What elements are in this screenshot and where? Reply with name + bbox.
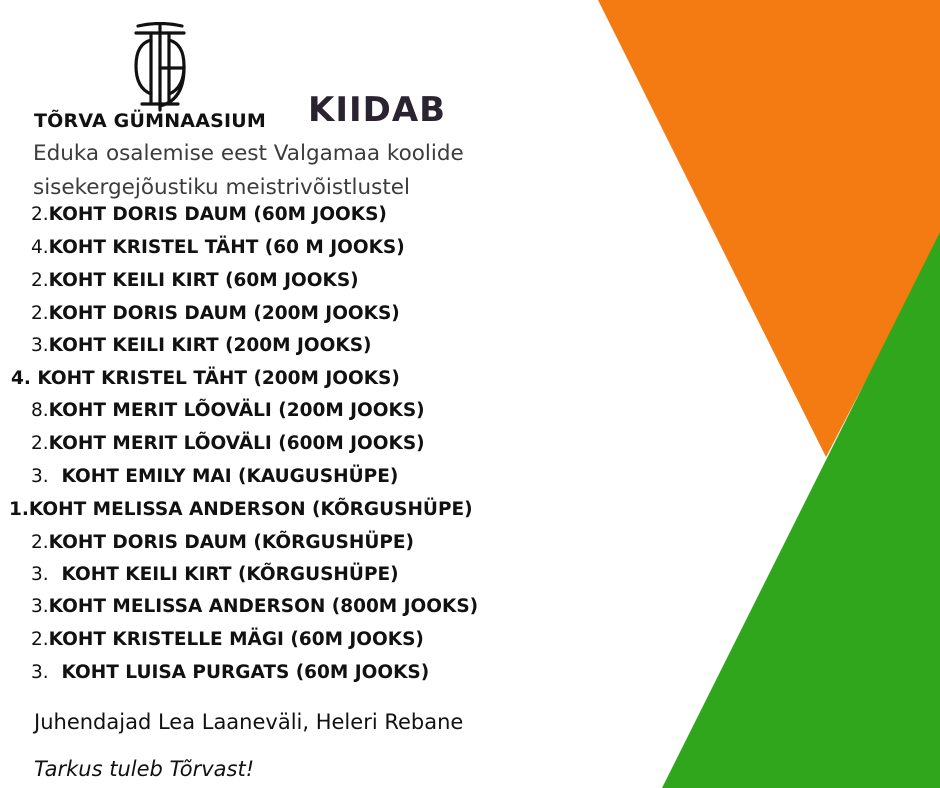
result-place: 4. <box>11 368 31 389</box>
result-item <box>31 204 387 225</box>
subtitle <box>33 137 464 205</box>
result-place: 3. <box>31 335 49 356</box>
result-text: KOHT KRISTEL TÄHT (60 M JOOKS) <box>48 237 405 258</box>
result-place: 2. <box>31 270 49 291</box>
result-place: 3. <box>31 596 49 617</box>
subtitle-line: sisekergejõustiku meistrivõistlustel <box>33 175 410 200</box>
result-item <box>31 564 399 585</box>
result-place: 3. <box>31 564 49 585</box>
result-item <box>31 596 478 617</box>
result-item <box>31 303 400 324</box>
result-text: KOHT EMILY MAI (KAUGUSHÜPE) <box>48 466 399 487</box>
result-place: 3. <box>31 466 49 487</box>
motto: Tarkus tuleb Tõrvast! <box>34 757 255 781</box>
result-item <box>31 629 424 650</box>
school-monogram-logo-icon <box>132 22 188 114</box>
result-text: KOHT DORIS DAUM (200M JOOKS) <box>48 303 400 324</box>
result-text: KOHT KEILI KIRT (60M JOOKS) <box>48 270 359 291</box>
result-place: 2. <box>31 303 49 324</box>
result-item <box>31 532 414 553</box>
result-place: 2. <box>31 433 49 454</box>
result-text: KOHT KEILI KIRT (KÕRGUSHÜPE) <box>48 564 399 585</box>
result-item <box>31 400 425 421</box>
result-text: KOHT MELISSA ANDERSON (KÕRGUSHÜPE) <box>28 499 473 520</box>
result-item <box>31 237 405 258</box>
result-text: KOHT KRISTELLE MÄGI (60M JOOKS) <box>48 629 424 650</box>
result-place: 2. <box>31 629 49 650</box>
result-place: 2. <box>31 204 49 225</box>
school-name: TÕRVA GÜMNAASIUM <box>34 110 267 132</box>
result-text: KOHT MELISSA ANDERSON (800M JOOKS) <box>48 596 479 617</box>
result-place: 4. <box>31 237 49 258</box>
result-place: 1. <box>9 499 29 520</box>
result-text: KOHT DORIS DAUM (KÕRGUSHÜPE) <box>48 532 415 553</box>
result-item <box>11 368 400 389</box>
result-text: KOHT MERIT LÕOVÄLI (600M JOOKS) <box>48 433 425 454</box>
result-item <box>31 433 425 454</box>
result-item <box>9 499 473 520</box>
subtitle-line: Eduka osalemise eest Valgamaa koolide <box>33 141 464 166</box>
result-item <box>31 466 398 487</box>
coaches-line: Juhendajad Lea Laaneväli, Heleri Rebane <box>34 710 464 734</box>
result-text: KOHT MERIT LÕOVÄLI (200M JOOKS) <box>48 400 425 421</box>
result-item <box>31 270 359 291</box>
result-place: 3. <box>31 662 49 683</box>
result-text: KOHT KRISTEL TÄHT (200M JOOKS) <box>30 368 400 389</box>
result-text: KOHT KEILI KIRT (200M JOOKS) <box>48 335 372 356</box>
result-place: 2. <box>31 532 49 553</box>
headline: KIIDAB <box>308 90 447 130</box>
result-item <box>31 335 371 356</box>
result-place: 8. <box>31 400 49 421</box>
result-text: KOHT DORIS DAUM (60M JOOKS) <box>48 204 387 225</box>
result-text: KOHT LUISA PURGATS (60M JOOKS) <box>48 662 430 683</box>
result-item <box>31 662 429 683</box>
